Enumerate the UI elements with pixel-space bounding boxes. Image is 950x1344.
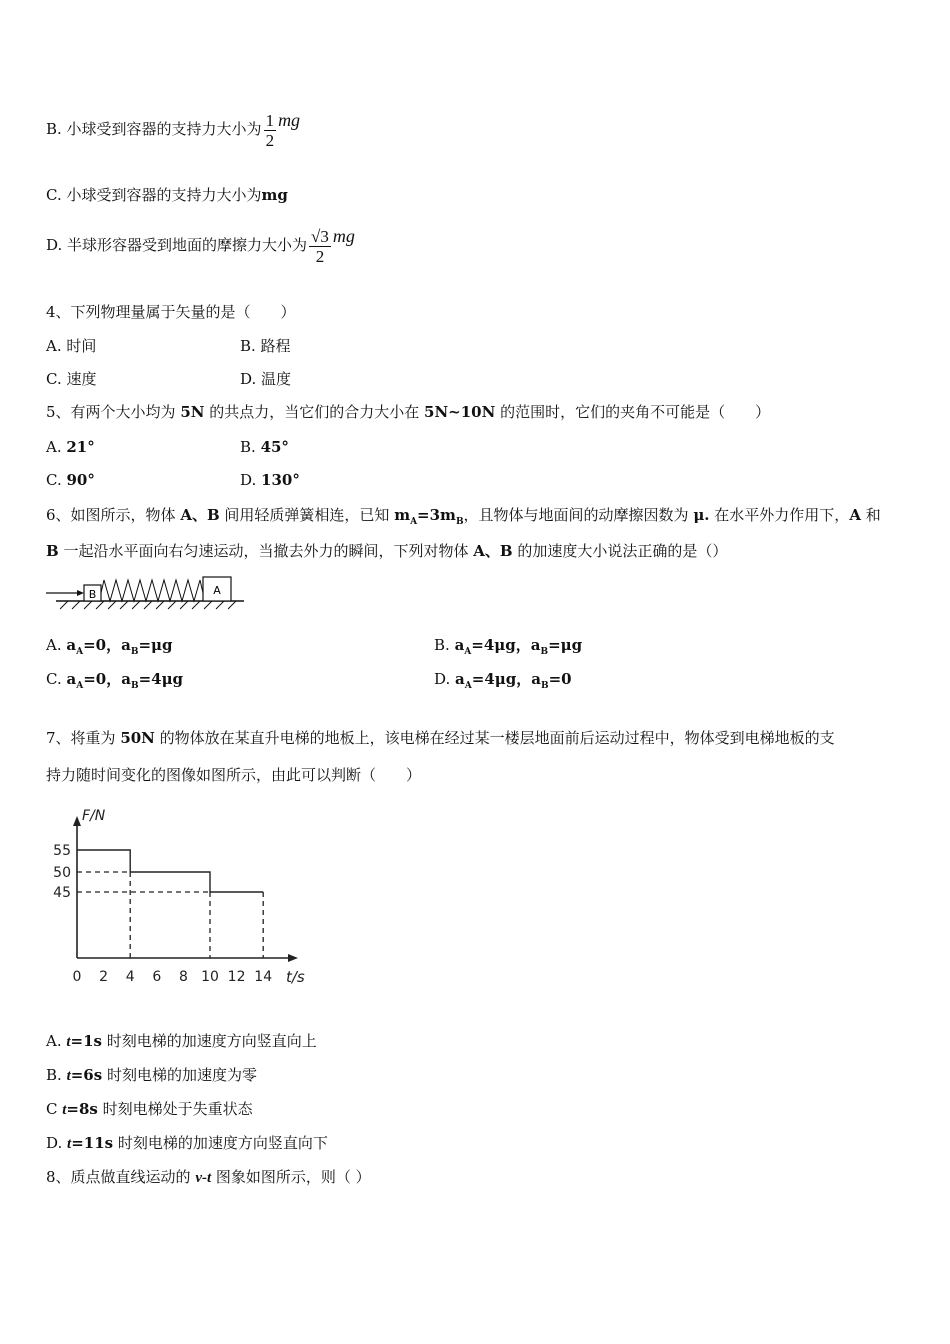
q4-option-d: D. 温度: [240, 370, 292, 388]
spring: [101, 580, 203, 601]
y-tick-label: 55: [53, 843, 71, 859]
q5-option-d: D. 130°: [240, 471, 300, 489]
x-axis-arrow: [288, 954, 298, 962]
chart-axes: [73, 808, 305, 986]
q7-option-c: C t=8s 时刻电梯处于失重状态: [46, 1100, 253, 1118]
q7-stem-line1: 7、将重为 50N 的物体放在某直升电梯的地板上，该电梯在经过某一楼层地面前后运动过程中，物体受到电梯地板的支: [46, 729, 835, 747]
y-tick-label: 45: [53, 885, 71, 901]
q6-option-b: B. $a_A=4\mu g$，$a_B=\mu g$: [434, 636, 583, 657]
x-tick-label: 2: [99, 969, 109, 985]
q7-option-d: D. t=11s 时刻电梯的加速度方向竖直向下: [46, 1134, 328, 1152]
q8-stem: 8、质点做直线运动的 v-t 图象如图所示，则（ ）: [46, 1168, 371, 1186]
ground-hatch: [60, 601, 236, 609]
q3-option-d: D. 半球形容器受到地面的摩擦力大小为 $\frac{√3}{2}$ mg: [46, 226, 355, 266]
q5-option-c: C. 90°: [46, 471, 95, 489]
q6-option-a: A. $a_A=0$，$a_B=\mu g$: [46, 636, 173, 657]
q7-stem-line2: 持力随时间变化的图像如图所示，由此可以判断（ ）: [46, 766, 422, 784]
force-step-line: [77, 850, 263, 892]
q4-option-b: B. 路程: [240, 337, 291, 355]
x-tick-label: 4: [125, 969, 135, 985]
x-tick-label: 8: [178, 969, 188, 985]
q6-option-c: C. $a_A=0$，$a_B=4\mu g$: [46, 670, 184, 691]
x-tick-label: 10: [201, 969, 219, 985]
x-tick-label: 6: [152, 969, 162, 985]
fraction-root3-half: $\frac{√3}{2}$: [311, 226, 329, 266]
q6-option-d: D. $a_A=4\mu g$，$a_B=0$: [434, 670, 572, 691]
x-axis-label: t/s: [286, 968, 305, 986]
chart-tick-labels: [53, 843, 272, 985]
spring-blocks-figure: [44, 574, 250, 614]
q5-option-b: B. 45°: [240, 438, 289, 456]
q7-option-b: B. t=6s 时刻电梯的加速度为零: [46, 1066, 257, 1084]
chart-series: [77, 850, 263, 892]
q3-option-c: C. 小球受到容器的支持力大小为mg: [46, 186, 288, 204]
force-time-chart: [44, 800, 324, 992]
q3-option-b: B. 小球受到容器的支持力大小为 $\frac{1}{2}$ mg: [46, 110, 301, 150]
q4-option-c: C. 速度: [46, 370, 97, 388]
x-tick-label: 14: [254, 969, 273, 985]
q5-option-a: A. 21°: [46, 438, 95, 456]
y-tick-label: 50: [53, 865, 71, 881]
block-a-label: A: [213, 584, 221, 597]
x-tick-label: 12: [227, 969, 246, 985]
y-axis-arrow: [73, 816, 81, 826]
q4-stem: 4、下列物理量属于矢量的是（ ）: [46, 303, 296, 321]
y-axis-label: F/N: [82, 808, 106, 824]
x-tick-label: 0: [72, 969, 82, 985]
chart-guide-lines: [77, 872, 263, 958]
q6-stem-line2: B 一起沿水平面向右匀速运动，当撤去外力的瞬间，下列对物体 A、B 的加速度大小说法正确的是（）: [46, 542, 728, 560]
q7-option-a: A. t=1s 时刻电梯的加速度方向竖直向上: [46, 1032, 317, 1050]
q5-stem: 5、有两个大小均为 5N 的共点力，当它们的合力大小在 5N~10N 的范围时，它们的夹角不可能是（ ）: [46, 403, 771, 421]
fraction-one-half: $\frac{1}{2}$: [265, 110, 275, 150]
force-arrow-head: [77, 590, 84, 596]
q4-option-a: A. 时间: [46, 337, 97, 355]
block-b-label: B: [88, 588, 97, 601]
q6-stem-line1: 6、如图所示，物体 A、B 间用轻质弹簧相连，已知 $m_A=3m_B$，且物体与地面间的动摩擦因数为 μ. 在水平外力作用下，A 和: [46, 506, 881, 527]
